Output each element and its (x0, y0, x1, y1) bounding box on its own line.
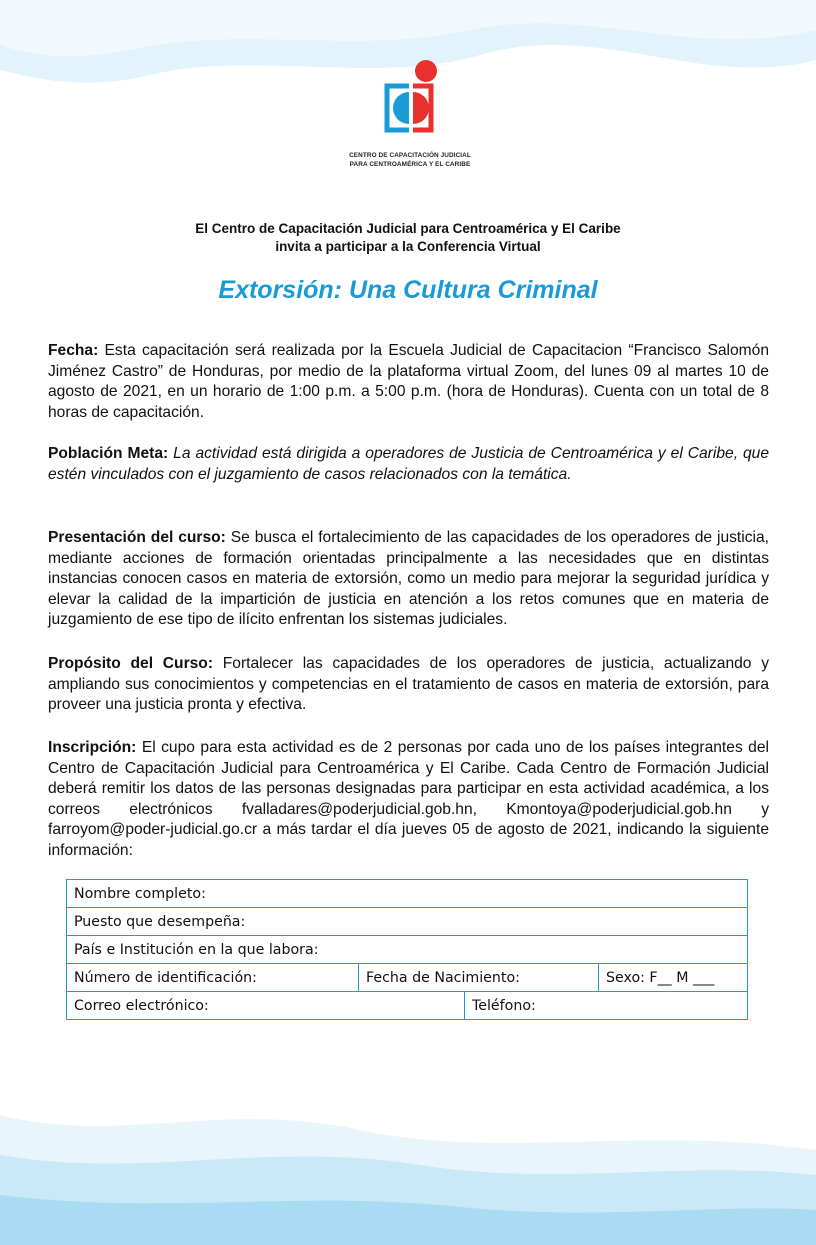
conference-title: Extorsión: Una Cultura Criminal (218, 276, 598, 304)
logo-caption-line2: PARA CENTROAMÉRICA Y EL CARIBE (349, 161, 471, 168)
logo (335, 58, 485, 178)
section-proposito (48, 654, 769, 716)
section-presentacion-label: Presentación del curso: (48, 529, 226, 546)
form-field-puesto: Puesto que desempeña: (74, 913, 246, 930)
form-row-pais (67, 936, 747, 964)
form-field-nacimiento: Fecha de Nacimiento: (358, 964, 598, 991)
registration-form-table (66, 879, 748, 1020)
section-presentacion (48, 528, 769, 631)
form-field-correo: Correo electrónico: (74, 997, 209, 1014)
section-proposito-text: Fortalecer las capacidades de los operadores de justicia, actualizando y ampliando sus conocimientos y competencias en el tratamiento de casos en materia de extorsión, para proveer una justicia pronta y efectiva. (48, 655, 769, 713)
bottom-wave-decoration (0, 1095, 816, 1245)
form-field-nombre: Nombre completo: (74, 885, 206, 902)
form-field-telefono: Teléfono: (464, 992, 747, 1019)
invitation-line1: El Centro de Capacitación Judicial para Centroamérica y El Caribe (195, 221, 621, 236)
form-field-identificacion: Número de identificación: (74, 969, 257, 986)
section-poblacion-text: La actividad está dirigida a operadores de Justicia de Centroamérica y el Caribe, que estén vinculados con el juzgamiento de casos relacionados con la temática. (48, 445, 769, 483)
logo-mark-icon (383, 58, 439, 142)
section-poblacion-label: Población Meta: (48, 445, 169, 462)
form-row-identificacion (67, 964, 747, 992)
section-presentacion-text: Se busca el fortalecimiento de las capacidades de los operadores de justicia, mediante acciones de formación orientadas principalmente a las necesidades que en distintas instancias conocen casos en materia de extorsión, como un medio para mejorar la seguridad jurídica y elevar la calidad de la impartición de justicia en atención a los retos comunes que en materia de juzgamiento de ese tipo de ilícito enfrentan los sistemas judiciales. (48, 529, 769, 628)
invitation-line2: invita a participar a la Conferencia Virtual (275, 239, 541, 254)
form-field-pais: País e Institución en la que labora: (74, 941, 319, 958)
form-field-sexo: Sexo: F__ M ___ (598, 964, 747, 991)
section-inscripcion-label: Inscripción: (48, 739, 137, 756)
form-row-correo (67, 992, 747, 1019)
section-fecha-text: Esta capacitación será realizada por la Escuela Judicial de Capacitacion “Francisco Salomón Jiménez Castro” de Honduras, por medio de la plataforma virtual Zoom, del lunes 09 al martes 10 de agosto de 2021, en un horario de 1:00 p.m. a 5:00 p.m. (hora de Honduras). Cuenta con un total de 8 horas de capacitación. (48, 342, 769, 421)
section-inscripcion (48, 738, 769, 861)
section-fecha-label: Fecha: (48, 342, 99, 359)
section-proposito-label: Propósito del Curso: (48, 655, 214, 672)
section-poblacion (48, 444, 769, 485)
logo-caption (335, 151, 485, 169)
section-fecha (48, 341, 769, 423)
invitation-text (0, 220, 816, 256)
form-row-nombre (67, 880, 747, 908)
form-row-puesto (67, 908, 747, 936)
logo-caption-line1: CENTRO DE CAPACITACIÓN JUDICIAL (349, 152, 471, 159)
section-inscripcion-text: El cupo para esta actividad es de 2 personas por cada uno de los países integrantes del Centro de Capacitación Judicial para Centroamérica y El Caribe. Cada Centro de Formación Judicial deberá remitir los datos de las personas designadas para participar en esta actividad académica, a los correos electrónicos fvalladares@poderjudicial.gob.hn, Kmontoya@poderjudicial.gob.hn y farroyom@poder-judicial.go.cr a más tardar el día jueves 05 de agosto de 2021, indicando la siguiente información: (48, 739, 769, 859)
